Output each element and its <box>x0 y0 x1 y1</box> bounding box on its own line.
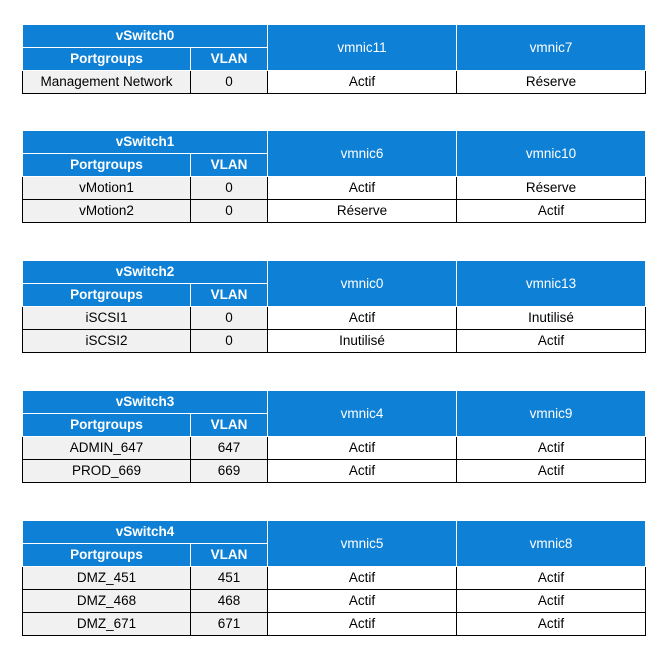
vlan-header: VLAN <box>191 284 268 307</box>
table-row <box>23 307 646 330</box>
vlan-cell: 0 <box>191 200 268 223</box>
nic-mode-cell: Actif <box>268 437 457 460</box>
table-row <box>23 330 646 353</box>
vlan-cell: 671 <box>191 613 268 636</box>
portgroup-cell: DMZ_468 <box>23 590 191 613</box>
vmnic-header: vmnic5 <box>268 521 457 567</box>
nic-mode-cell: Réserve <box>268 200 457 223</box>
portgroups-header: Portgroups <box>23 154 191 177</box>
vlan-cell: 451 <box>191 567 268 590</box>
nic-mode-cell: Actif <box>457 590 646 613</box>
nic-mode-cell: Réserve <box>457 177 646 200</box>
vlan-cell: 0 <box>191 71 268 94</box>
vmnic-header: vmnic10 <box>457 131 646 177</box>
table-row <box>23 71 646 94</box>
vswitch-name: vSwitch4 <box>23 521 268 544</box>
vswitch2-table <box>22 260 646 353</box>
vmnic-header: vmnic7 <box>457 25 646 71</box>
portgroup-cell: iSCSI1 <box>23 307 191 330</box>
nic-mode-cell: Inutilisé <box>457 307 646 330</box>
table-row <box>23 590 646 613</box>
nic-mode-cell: Actif <box>457 613 646 636</box>
nic-mode-cell: Actif <box>268 567 457 590</box>
nic-mode-cell: Inutilisé <box>268 330 457 353</box>
table-row <box>23 200 646 223</box>
vlan-cell: 647 <box>191 437 268 460</box>
vswitch1-table <box>22 130 646 223</box>
portgroup-cell: PROD_669 <box>23 460 191 483</box>
vswitch-name: vSwitch1 <box>23 131 268 154</box>
portgroup-cell: Management Network <box>23 71 191 94</box>
vlan-header: VLAN <box>191 154 268 177</box>
nic-mode-cell: Actif <box>457 437 646 460</box>
vlan-cell: 468 <box>191 590 268 613</box>
vmnic-header: vmnic9 <box>457 391 646 437</box>
table-row <box>23 567 646 590</box>
vmnic-header: vmnic0 <box>268 261 457 307</box>
portgroup-cell: DMZ_671 <box>23 613 191 636</box>
portgroup-cell: iSCSI2 <box>23 330 191 353</box>
nic-mode-cell: Actif <box>457 330 646 353</box>
portgroup-cell: vMotion1 <box>23 177 191 200</box>
nic-mode-cell: Actif <box>268 307 457 330</box>
nic-mode-cell: Réserve <box>457 71 646 94</box>
portgroup-cell: DMZ_451 <box>23 567 191 590</box>
vlan-cell: 0 <box>191 307 268 330</box>
portgroups-header: Portgroups <box>23 414 191 437</box>
nic-mode-cell: Actif <box>457 567 646 590</box>
vmnic-header: vmnic4 <box>268 391 457 437</box>
nic-mode-cell: Actif <box>268 177 457 200</box>
nic-mode-cell: Actif <box>268 71 457 94</box>
vmnic-header: vmnic13 <box>457 261 646 307</box>
vlan-cell: 669 <box>191 460 268 483</box>
vmnic-header: vmnic11 <box>268 25 457 71</box>
vswitch-name: vSwitch2 <box>23 261 268 284</box>
vlan-header: VLAN <box>191 48 268 71</box>
portgroup-cell: ADMIN_647 <box>23 437 191 460</box>
table-row <box>23 177 646 200</box>
vlan-cell: 0 <box>191 177 268 200</box>
vmnic-header: vmnic6 <box>268 131 457 177</box>
vswitch0-table <box>22 24 646 94</box>
vswitch-name: vSwitch3 <box>23 391 268 414</box>
nic-mode-cell: Actif <box>268 590 457 613</box>
nic-mode-cell: Actif <box>457 200 646 223</box>
portgroup-cell: vMotion2 <box>23 200 191 223</box>
portgroups-header: Portgroups <box>23 544 191 567</box>
portgroups-header: Portgroups <box>23 284 191 307</box>
nic-mode-cell: Actif <box>457 460 646 483</box>
vmnic-header: vmnic8 <box>457 521 646 567</box>
portgroups-header: Portgroups <box>23 48 191 71</box>
table-row <box>23 613 646 636</box>
vlan-header: VLAN <box>191 544 268 567</box>
table-row <box>23 437 646 460</box>
table-row <box>23 460 646 483</box>
vswitch-name: vSwitch0 <box>23 25 268 48</box>
vlan-header: VLAN <box>191 414 268 437</box>
vswitch4-table <box>22 520 646 636</box>
nic-mode-cell: Actif <box>268 613 457 636</box>
vswitch3-table <box>22 390 646 483</box>
vlan-cell: 0 <box>191 330 268 353</box>
nic-mode-cell: Actif <box>268 460 457 483</box>
